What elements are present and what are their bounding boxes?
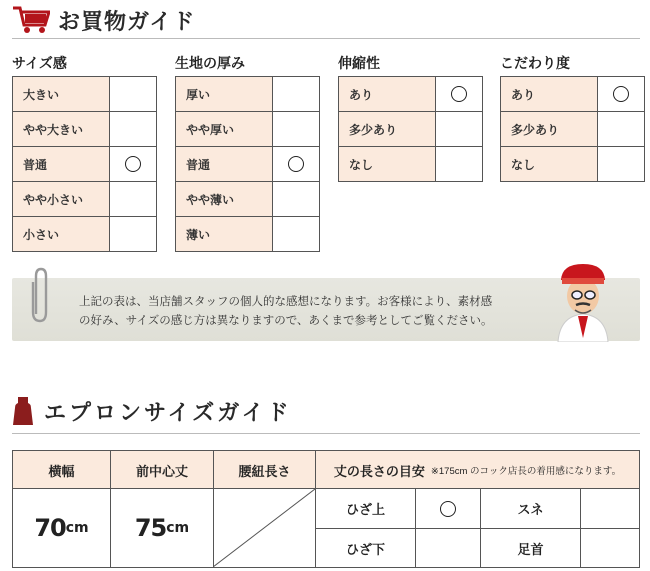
row-label: やや厚い (176, 112, 273, 147)
row-mark (273, 147, 320, 182)
shopping-guide-header (12, 2, 195, 38)
row-label: あり (501, 77, 598, 112)
thickness-table (175, 76, 320, 252)
table-row (176, 182, 320, 217)
row-label: 厚い (176, 77, 273, 112)
row-label: なし (339, 147, 436, 182)
disclaimer-note (12, 278, 640, 341)
row-label: 普通 (13, 147, 110, 182)
chef-illustration (548, 258, 618, 342)
length-option-above-knee: ひざ上 (345, 502, 385, 517)
apron-icon (12, 396, 34, 426)
empty-cell-slash (213, 489, 315, 567)
row-label: やや大きい (13, 112, 110, 147)
front-center-value (111, 489, 213, 567)
size-feel-table (12, 76, 157, 252)
length-guide-note: ※175cm のコック店長の着用感になります。 (430, 466, 622, 477)
length-mark (416, 529, 480, 567)
group-title: こだわり度 (500, 56, 570, 72)
paperclip-icon (28, 266, 54, 326)
commitment-group (500, 52, 645, 182)
length-mark (416, 489, 480, 528)
row-label: 多少あり (339, 112, 436, 147)
apron-guide-header (12, 393, 292, 429)
width-number: 70 (34, 514, 66, 542)
group-title: 伸縮性 (338, 56, 380, 72)
header-front-center: 前中心丈 (135, 463, 188, 479)
table-row (501, 77, 645, 112)
stretch-table (338, 76, 483, 182)
row-label: なし (501, 147, 598, 182)
width-value (13, 489, 110, 567)
shopping-guide-title: お買物ガイド (58, 8, 196, 35)
table-row (176, 147, 320, 182)
table-row (13, 147, 157, 182)
row-label: 普通 (176, 147, 273, 182)
row-label: 多少あり (501, 112, 598, 147)
stretch-group (338, 52, 483, 182)
size-feel-group (12, 52, 157, 252)
row-mark (110, 217, 157, 252)
row-mark (110, 112, 157, 147)
row-mark (598, 77, 645, 112)
length-mark (581, 529, 639, 567)
header-divider (12, 38, 640, 39)
row-label: やや薄い (176, 182, 273, 217)
circle-mark-icon (288, 156, 304, 172)
row-mark (436, 112, 483, 147)
row-mark (110, 77, 157, 112)
row-mark (273, 77, 320, 112)
circle-mark-icon (613, 86, 629, 102)
length-mark (581, 489, 639, 528)
length-option-ankle: 足首 (517, 541, 544, 557)
front-number: 75 (134, 514, 167, 542)
row-mark (273, 217, 320, 252)
table-row (339, 147, 483, 182)
row-mark (598, 112, 645, 147)
row-mark (598, 147, 645, 182)
commitment-table (500, 76, 645, 182)
length-option-below-knee: ひざ下 (345, 541, 385, 557)
table-row (339, 112, 483, 147)
group-title: 生地の厚み (175, 56, 245, 72)
circle-mark-icon (440, 501, 456, 517)
header-divider (12, 433, 640, 434)
length-guide-label: 丈の長さの目安 (333, 463, 425, 479)
disclaimer-line: の好み、サイズの感じ方は異なりますので、あくまで参考としてご覧ください。 (79, 313, 493, 327)
group-title: サイズ感 (12, 56, 67, 72)
disclaimer-line: 上記の表は、当店舗スタッフの個人的な感想になります。お客様により、素材感 (79, 294, 493, 308)
table-row (176, 77, 320, 112)
header-length-guide (316, 451, 639, 489)
row-label: 小さい (13, 217, 110, 252)
circle-mark-icon (125, 156, 141, 172)
header-width: 横幅 (48, 463, 75, 479)
shopping-cart-icon (12, 5, 50, 35)
apron-guide-title: エプロンサイズガイド (44, 399, 292, 426)
table-row (13, 77, 157, 112)
table-row (13, 112, 157, 147)
apron-size-table (12, 450, 640, 568)
table-row (501, 147, 645, 182)
table-row (13, 182, 157, 217)
row-mark (110, 147, 157, 182)
row-label: やや小さい (13, 182, 110, 217)
length-option-shin: スネ (517, 502, 544, 517)
table-row (176, 217, 320, 252)
disclaimer-text (79, 292, 549, 330)
row-mark (110, 182, 157, 217)
table-row (13, 217, 157, 252)
table-row (176, 112, 320, 147)
front-unit: cm (166, 520, 190, 536)
row-mark (273, 182, 320, 217)
width-unit: cm (65, 520, 89, 536)
header-waist-string: 腰紐長さ (238, 463, 291, 479)
circle-mark-icon (451, 86, 467, 102)
row-label: 薄い (176, 217, 273, 252)
table-row (501, 112, 645, 147)
thickness-group (175, 52, 320, 252)
row-label: あり (339, 77, 436, 112)
row-mark (436, 147, 483, 182)
table-row (339, 77, 483, 112)
row-mark (436, 77, 483, 112)
row-mark (273, 112, 320, 147)
row-label: 大きい (13, 77, 110, 112)
